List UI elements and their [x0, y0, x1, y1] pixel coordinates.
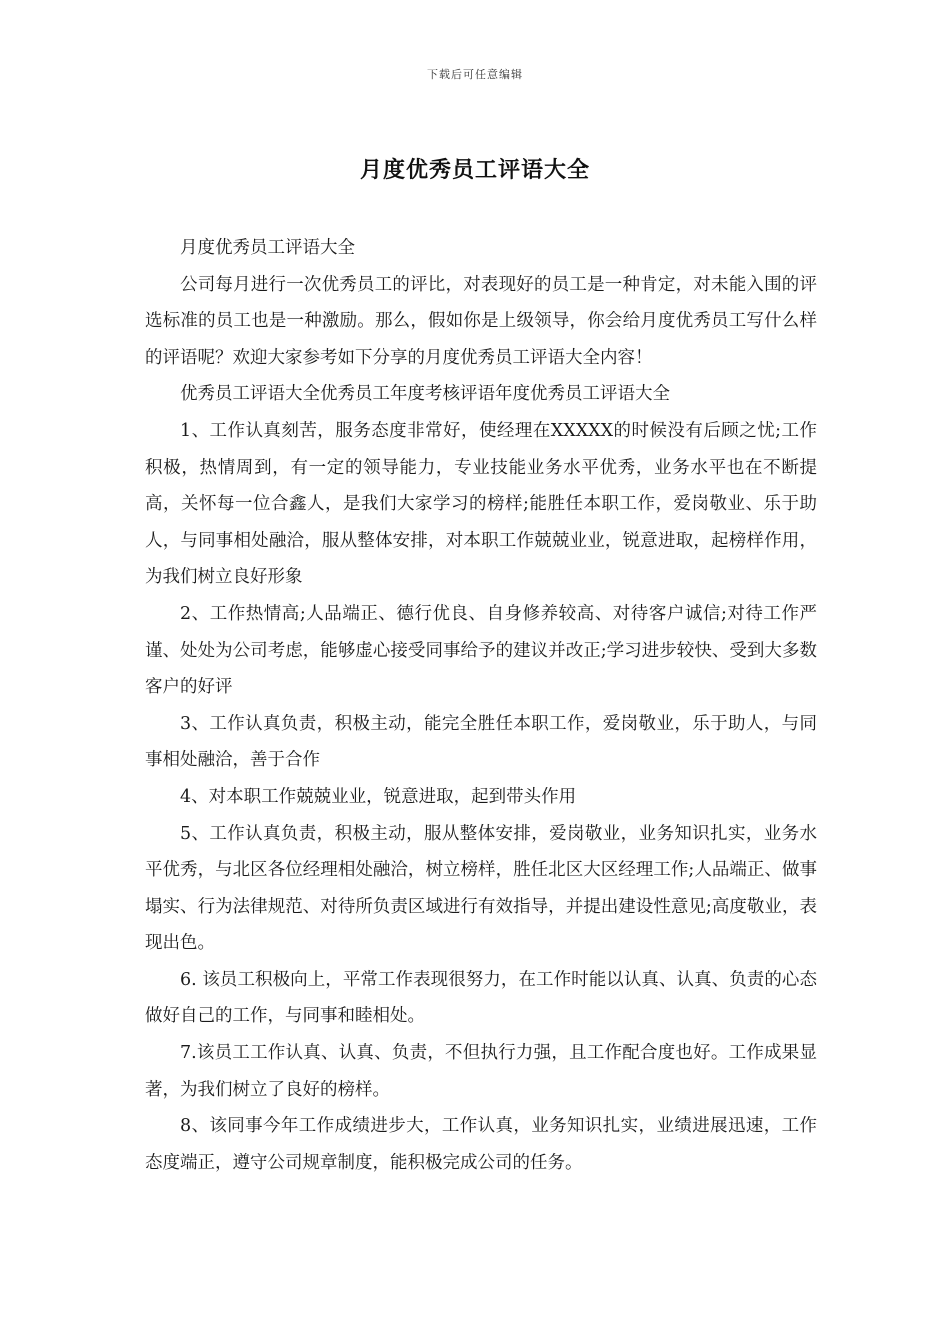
comment-item-6: 6. 该员工积极向上，平常工作表现很努力，在工作时能以认真、认真、负责的心态做好自己的工作，与同事和睦相处。	[145, 969, 817, 1027]
body-subtitle: 月度优秀员工评语大全	[180, 238, 355, 258]
intro-paragraph: 公司每月进行一次优秀员工的评比，对表现好的员工是一种肯定，对未能入围的评选标准的员工也是一种激励。那么，假如你是上级领导，你会给月度优秀员工写什么样的评语呢？欢迎大家参考如下分享的月度优秀员工评语大全内容！	[145, 274, 817, 368]
document-body	[145, 230, 817, 1181]
topic-line: 优秀员工评语大全优秀员工年度考核评语年度优秀员工评语大全	[180, 384, 670, 405]
header-note: 下载后可任意编辑	[427, 68, 523, 81]
comment-item-1: 1、工作认真刻苦，服务态度非常好，使经理在XXXXX的时候没有后顾之忧;工作积极，热情周到，有一定的领导能力，专业技能业务水平优秀，业务水平也在不断提高，关怀每一位合鑫人，是我们大家学习的榜样;能胜任本职工作，爱岗敬业、乐于助人，与同事相处融洽，服从整体安排，对本职工作兢兢业业，锐意进取，起榜样作用，为我们树立良好形象	[145, 420, 817, 588]
comment-item-2: 2、工作热情高;人品端正、德行优良、自身修养较高、对待客户诚信;对待工作严谨、处处为公司考虑，能够虚心接受同事给予的建议并改正;学习进步较快、受到大多数客户的好评	[145, 603, 817, 698]
comment-item-4: 4、对本职工作兢兢业业，锐意进取，起到带头作用	[180, 786, 577, 807]
comment-item-8: 8、该同事今年工作成绩进步大，工作认真，业务知识扎实，业绩进展迅速，工作态度端正，遵守公司规章制度，能积极完成公司的任务。	[145, 1116, 817, 1173]
comment-item-3: 3、工作认真负责，积极主动，能完全胜任本职工作，爱岗敬业，乐于助人，与同事相处融洽，善于合作	[145, 713, 817, 771]
comment-item-5: 5、工作认真负责，积极主动，服从整体安排，爱岗敬业，业务知识扎实，业务水平优秀，与北区各位经理相处融洽，树立榜样，胜任北区大区经理工作;人品端正、做事塌实、行为法律规范、对待所负责区域进行有效指导，并提出建设性意见;高度敬业，表现出色。	[145, 823, 817, 954]
comment-item-7: 7.该员工工作认真、认真、负责，不但执行力强，且工作配合度也好。工作成果显著，为我们树立了良好的榜样。	[145, 1043, 817, 1100]
document-title: 月度优秀员工评语大全	[359, 157, 590, 183]
